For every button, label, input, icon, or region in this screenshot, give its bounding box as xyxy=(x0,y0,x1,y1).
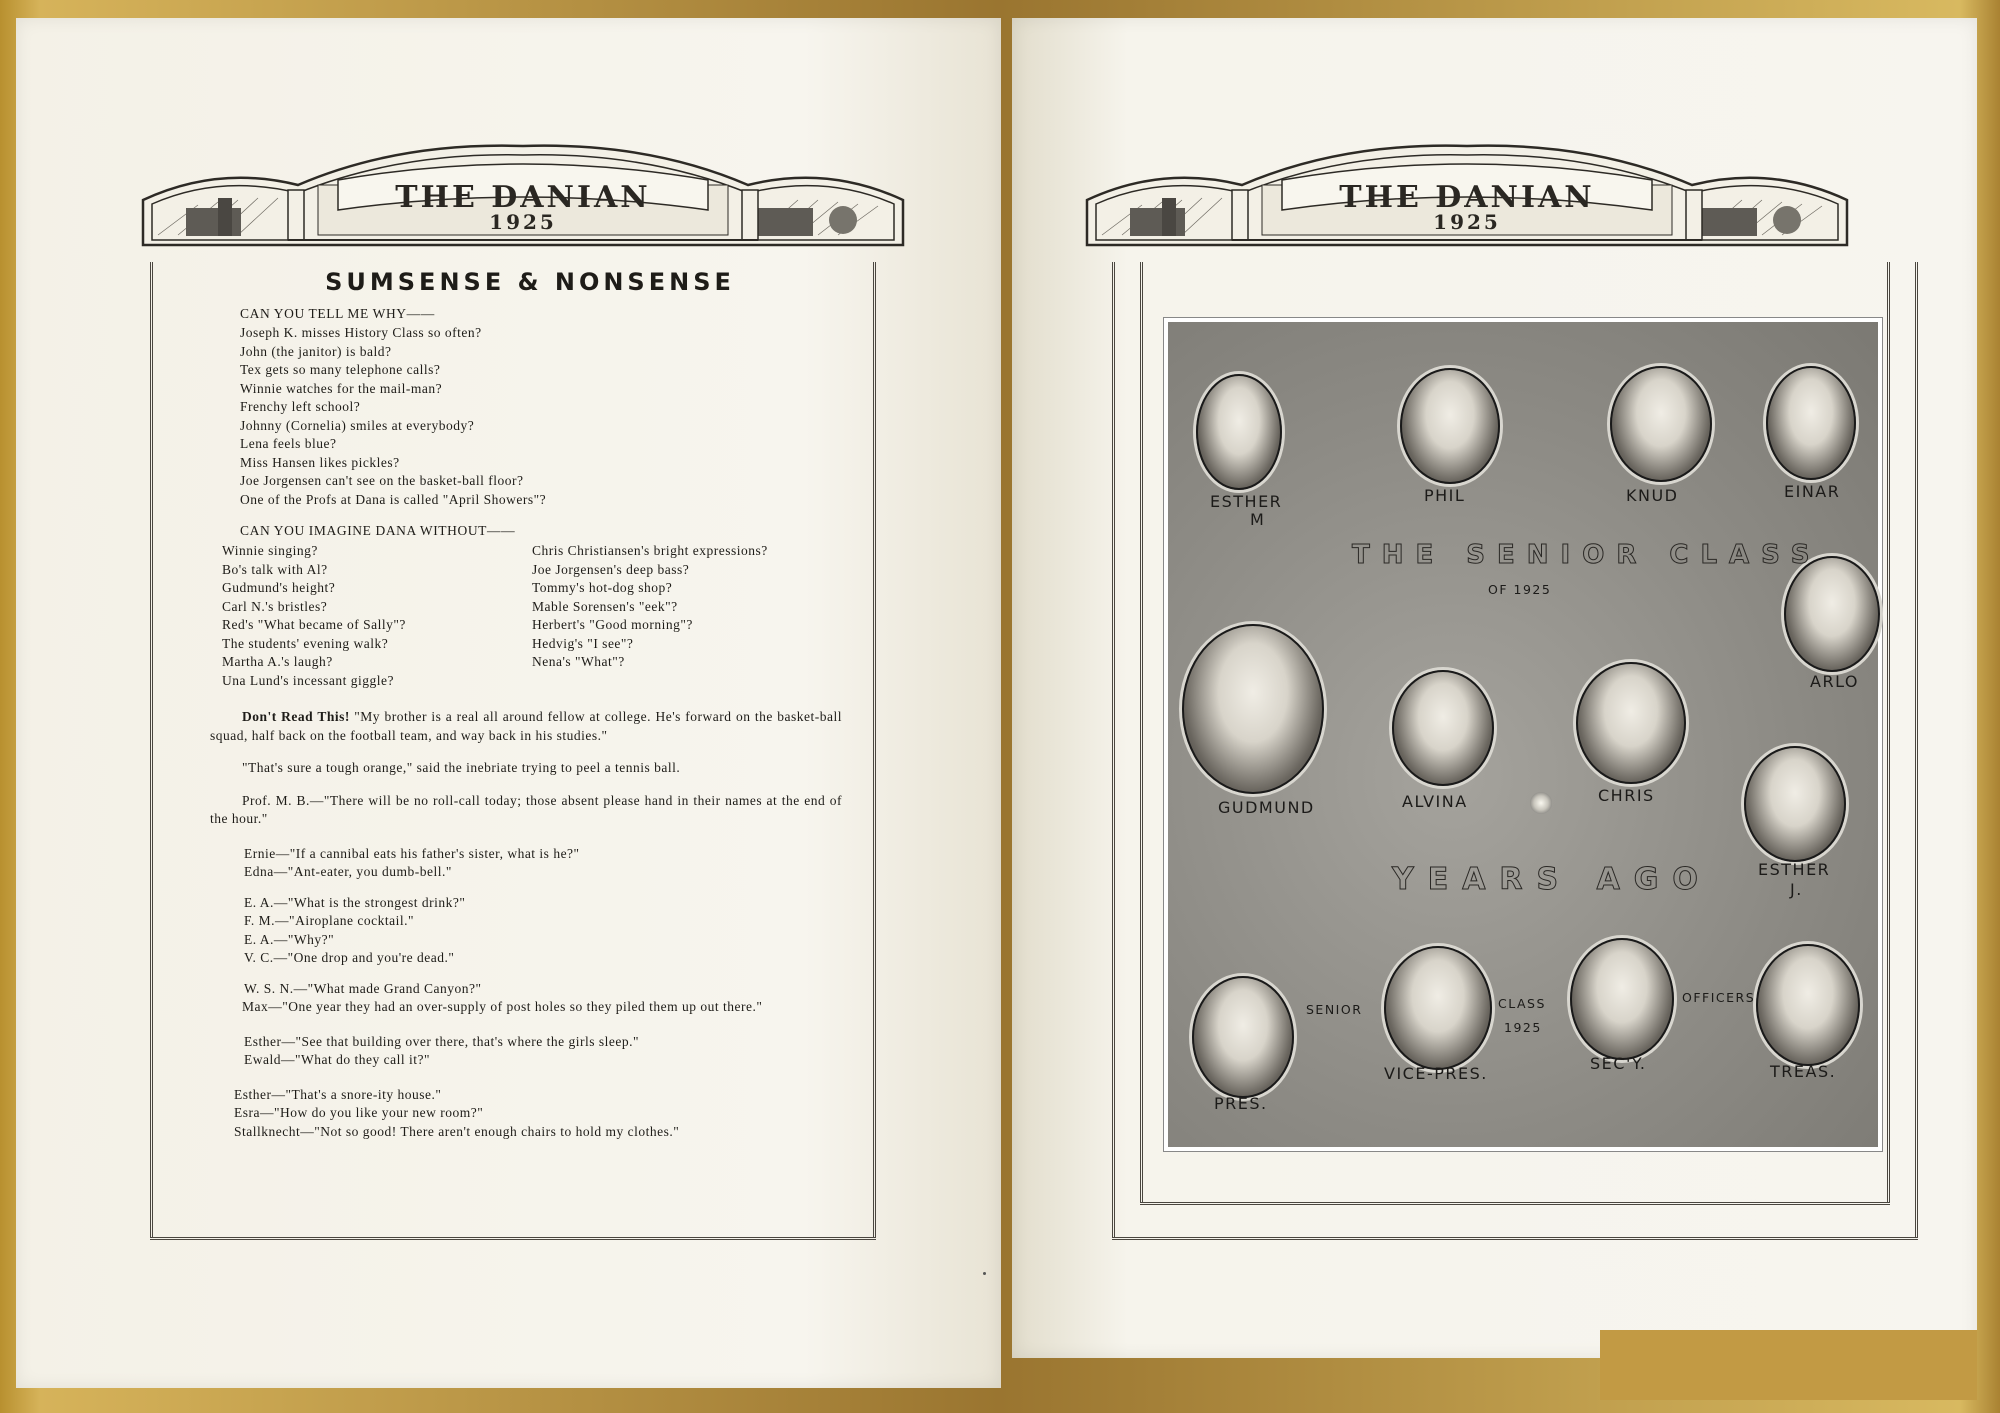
right-page-border-bottom xyxy=(1140,1202,1890,1205)
label-esther-j-initial: J. xyxy=(1790,880,1803,899)
portrait-secy xyxy=(1570,938,1674,1060)
list-item: Lena feels blue? xyxy=(240,436,337,451)
building-joke xyxy=(210,1033,842,1070)
label-class-year: 1925 xyxy=(1504,1020,1542,1035)
page-speck xyxy=(983,1272,986,1275)
years-ago-heading: YEARS AGO xyxy=(1392,862,1712,897)
dont-read-paragraph xyxy=(210,708,842,745)
list-item: Chris Christiansen's bright expressions? xyxy=(532,543,768,558)
orange-joke: "That's sure a tough orange," said the inebriate trying to peel a tennis ball. xyxy=(242,760,681,775)
list-item: Mable Sorensen's "eek"? xyxy=(532,598,678,614)
right-header-banner xyxy=(1082,140,1852,250)
label-esther-j: ESTHER xyxy=(1758,860,1831,879)
left-page-border-bottom xyxy=(150,1237,876,1240)
list-item: Frenchy left school? xyxy=(240,399,361,414)
list-item: Tex gets so many telephone calls? xyxy=(240,362,441,377)
canyon-joke xyxy=(210,980,842,1017)
list-item: Joe Jorgensen can't see on the basket-ball floor? xyxy=(240,473,524,488)
list-item: Joseph K. misses History Class so often? xyxy=(240,325,482,340)
header-title: THE DANIAN xyxy=(395,180,651,215)
list-item: One of the Profs at Dana is called "April Showers"? xyxy=(240,491,547,507)
list-item: Martha A.'s laugh? xyxy=(222,654,333,669)
portrait-gudmund xyxy=(1182,624,1324,794)
of-year-label: OF 1925 xyxy=(1488,582,1552,597)
dialogue-line: E. A.—"What is the strongest drink?" xyxy=(244,894,466,910)
dialogue-line: Max—"One year they had an over-supply of post holes so they piled them up out there." xyxy=(242,999,763,1014)
jokes-column xyxy=(210,708,842,1141)
list-item: Bo's talk with Al? xyxy=(222,561,328,577)
label-secy: SEC'Y. xyxy=(1590,1054,1647,1073)
label-pres: PRES. xyxy=(1214,1094,1268,1113)
dialogue-line: Stallknecht—"Not so good! There aren't enough chairs to hold my clothes." xyxy=(234,1123,680,1139)
list-item: Herbert's "Good morning"? xyxy=(532,617,693,632)
list-item: John (the janitor) is bald? xyxy=(240,343,392,359)
header-title: THE DANIAN xyxy=(1339,180,1595,215)
label-senior: SENIOR xyxy=(1306,1002,1363,1017)
dialogue-line: Edna—"Ant-eater, you dumb-bell." xyxy=(244,864,452,879)
list-item: Carl N.'s bristles? xyxy=(222,598,328,614)
list-item: The students' evening walk? xyxy=(222,635,389,651)
label-treas: TREAS. xyxy=(1770,1062,1837,1081)
dialogue-line: Ewald—"What do they call it?" xyxy=(244,1052,430,1067)
label-alvina: ALVINA xyxy=(1402,792,1468,811)
portrait-knud xyxy=(1610,366,1712,482)
list-item: Joe Jorgensen's deep bass? xyxy=(532,561,690,577)
list-item: Winnie singing? xyxy=(222,543,318,558)
portrait-chris xyxy=(1576,662,1686,784)
list-item: Miss Hansen likes pickles? xyxy=(240,454,400,470)
portrait-treas xyxy=(1756,944,1860,1066)
portrait-einar xyxy=(1766,366,1856,480)
right-page-border-bottom-outer xyxy=(1112,1237,1918,1240)
ernie-joke xyxy=(210,845,842,882)
list-item: Gudmund's height? xyxy=(222,580,336,595)
list-item: Red's "What became of Sally"? xyxy=(222,617,406,632)
page-title: SUMSENSE & NONSENSE xyxy=(325,268,735,296)
label-esther-m-initial: M xyxy=(1250,510,1266,529)
dont-read-label: Don't Read This! xyxy=(242,709,350,724)
dialogue-line: F. M.—"Airoplane cocktail." xyxy=(244,913,415,928)
snore-joke xyxy=(210,1086,842,1142)
dialogue-line: Esra—"How do you like your new room?" xyxy=(234,1105,484,1120)
portrait-esther-j xyxy=(1744,746,1846,862)
portrait-esther-m xyxy=(1196,374,1282,490)
header-year: 1925 xyxy=(1433,210,1501,234)
drink-joke xyxy=(210,894,842,968)
header-year: 1925 xyxy=(489,210,557,234)
label-einar: EINAR xyxy=(1784,482,1841,501)
label-chris: CHRIS xyxy=(1598,786,1655,805)
imagine-heading: CAN YOU IMAGINE DANA WITHOUT—— xyxy=(240,523,516,538)
dont-read-text: "My brother is a real all around fellow at college. He's forward on the basket-ball squad, half back on the football team, and way back in his studies." xyxy=(210,709,842,743)
portrait-arlo xyxy=(1784,556,1880,672)
portrait-alvina xyxy=(1392,670,1494,786)
label-vice-pres: VICE-PRES. xyxy=(1384,1064,1488,1083)
imagine-col-1 xyxy=(222,542,522,690)
list-item: Johnny (Cornelia) smiles at everybody? xyxy=(240,417,475,433)
senior-class-heading: THE SENIOR CLASS xyxy=(1352,540,1822,570)
list-item: Nena's "What"? xyxy=(532,654,625,669)
label-knud: KNUD xyxy=(1626,486,1679,505)
label-gudmund: GUDMUND xyxy=(1218,798,1315,817)
portrait-phil xyxy=(1400,368,1500,484)
dialogue-line: E. A.—"Why?" xyxy=(244,931,335,947)
portrait-pres xyxy=(1192,976,1294,1098)
dialogue-line: Esther—"See that building over there, that's where the girls sleep." xyxy=(244,1033,639,1049)
list-item: Hedvig's "I see"? xyxy=(532,635,634,651)
portrait-vice-pres xyxy=(1384,946,1492,1070)
why-heading: CAN YOU TELL ME WHY—— xyxy=(240,306,435,321)
list-item: Winnie watches for the mail-man? xyxy=(240,380,443,396)
dialogue-line: Ernie—"If a cannibal eats his father's sister, what is he?" xyxy=(244,845,580,861)
imagine-col-2 xyxy=(532,542,852,672)
list-item: Una Lund's incessant giggle? xyxy=(222,672,395,688)
dialogue-line: W. S. N.—"What made Grand Canyon?" xyxy=(244,980,482,996)
photo-hinge-knob xyxy=(1530,792,1552,814)
prof-joke: Prof. M. B.—"There will be no roll-call today; those absent please hand in their names at the end of the hour." xyxy=(210,792,842,826)
why-list xyxy=(240,324,840,509)
left-header-banner xyxy=(138,140,908,250)
label-officers: OFFICERS xyxy=(1682,990,1756,1005)
label-arlo: ARLO xyxy=(1810,672,1859,691)
dialogue-line: Esther—"That's a snore-ity house." xyxy=(234,1086,442,1102)
label-class: CLASS xyxy=(1498,996,1546,1011)
torn-page-edge xyxy=(1600,1330,1977,1400)
label-phil: PHIL xyxy=(1424,486,1466,505)
dialogue-line: V. C.—"One drop and you're dead." xyxy=(244,950,455,965)
list-item: Tommy's hot-dog shop? xyxy=(532,580,673,595)
label-esther-m: ESTHER xyxy=(1210,492,1283,511)
